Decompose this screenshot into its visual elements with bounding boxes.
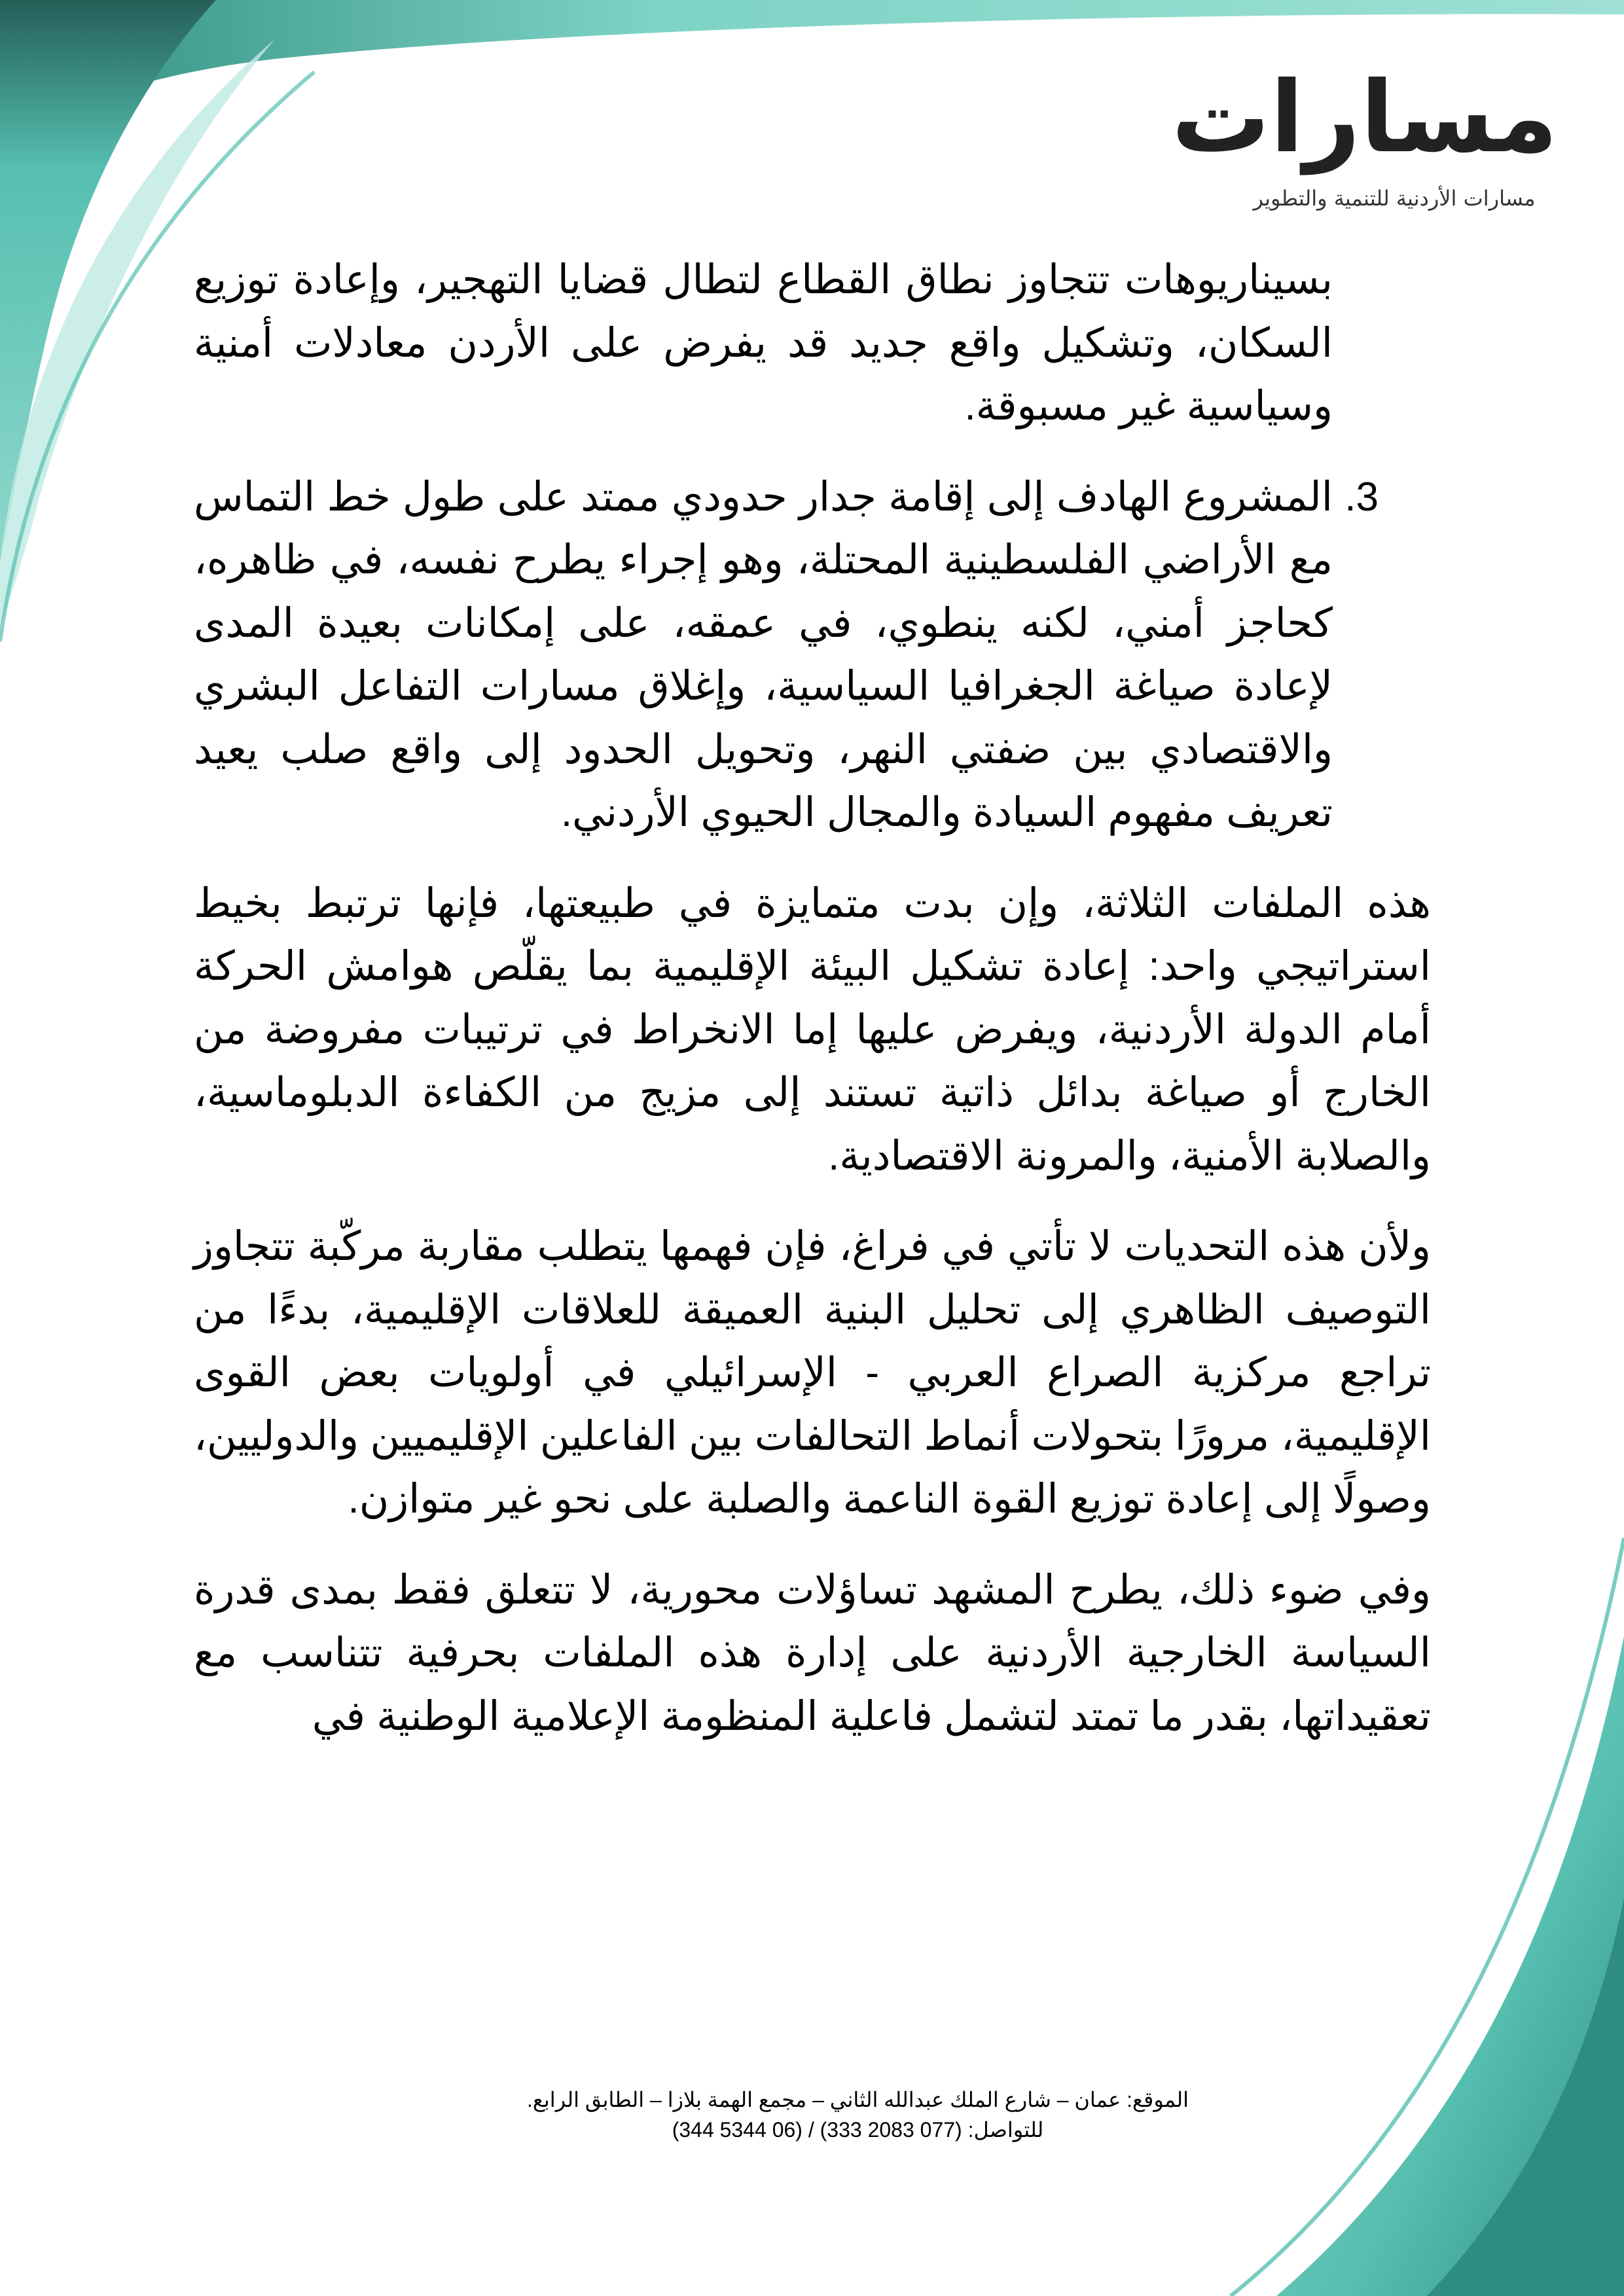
footer-contact: للتواصل: (077 2083 333) / (06 5344 344) [672, 2118, 1044, 2142]
paragraph-continued: بسيناريوهات تتجاوز نطاق القطاع لتطال قضايا التهجير، وإعادة توزيع السكان، وتشكيل واقع جديد قد يفرض على الأردن معادلات أمنية وسياسية غير مسبوقة. [194, 257, 1333, 429]
footer-location: الموقع: عمان – شارع الملك عبدالله الثاني – مجمع الهمة بلازا – الطابق الرابع. [526, 2088, 1189, 2111]
paragraph-3: ولأن هذه التحديات لا تأتي في فراغ، فإن فهمها يتطلب مقاربة مركّبة تتجاوز التوصيف الظاهري إلى تحليل البنية العميقة للعلاقات الإقليمية، بدءًا من تراجع مركزية الصراع العربي - الإسرائيلي في أولويات بعض القوى الإقليمية، مرورًا بتحولات أنماط التحالفات بين الفاعلين الإقليميين والدوليين، وصولًا إلى إعادة توزيع القوة الناعمة والصلبة على نحو غير متوازن. [194, 1224, 1431, 1522]
page-footer [0, 2085, 1624, 2145]
body-text [194, 249, 1431, 1776]
paragraph-4: وفي ضوء ذلك، يطرح المشهد تساؤلات محورية، لا تتعلق فقط بمدى قدرة السياسة الخارجية الأردنية على إدارة هذه الملفات بحرفية تتناسب مع تعقيداتها، بقدر ما تمتد لتشمل فاعلية المنظومة الإعلامية الوطنية في [194, 1567, 1431, 1739]
paragraph-2: هذه الملفات الثلاثة، وإن بدت متمايزة في طبيعتها، فإنها ترتبط بخيط استراتيجي واحد: إعادة تشكيل البيئة الإقليمية بما يقلّص هوامش الحركة أمام الدولة الأردنية، ويفرض عليها إما الانخراط في ترتيبات مفروضة من الخارج أو صياغة بدائل ذاتية تستند إلى مزيج من الكفاءة الدبلوماسية، والصلابة الأمنية، والمرونة الاقتصادية. [194, 880, 1431, 1179]
logo-subtitle: مسارات الأردنية للتنمية والتطوير [1253, 186, 1536, 211]
company-logo [1171, 59, 1558, 229]
list-item-3 [194, 466, 1379, 845]
list-item-text: المشروع الهادف إلى إقامة جدار حدودي ممتد على طول خط التماس مع الأراضي الفلسطينية المحتلة، وهو إجراء يطرح نفسه، في ظاهره، كحاجز أمني، لكنه ينطوي، في عمقه، على إمكانات بعيدة المدى لإعادة صياغة الجغرافيا السياسية، وإغلاق مسارات التفاعل البشري والاقتصادي بين ضفتي النهر، وتحويل الحدود إلى واقع صلب يعيد تعريف مفهوم السيادة والمجال الحيوي الأردني. [194, 474, 1333, 835]
logo-wordmark: مسارات [1171, 61, 1558, 175]
list-item-number: 3. [1344, 474, 1379, 520]
